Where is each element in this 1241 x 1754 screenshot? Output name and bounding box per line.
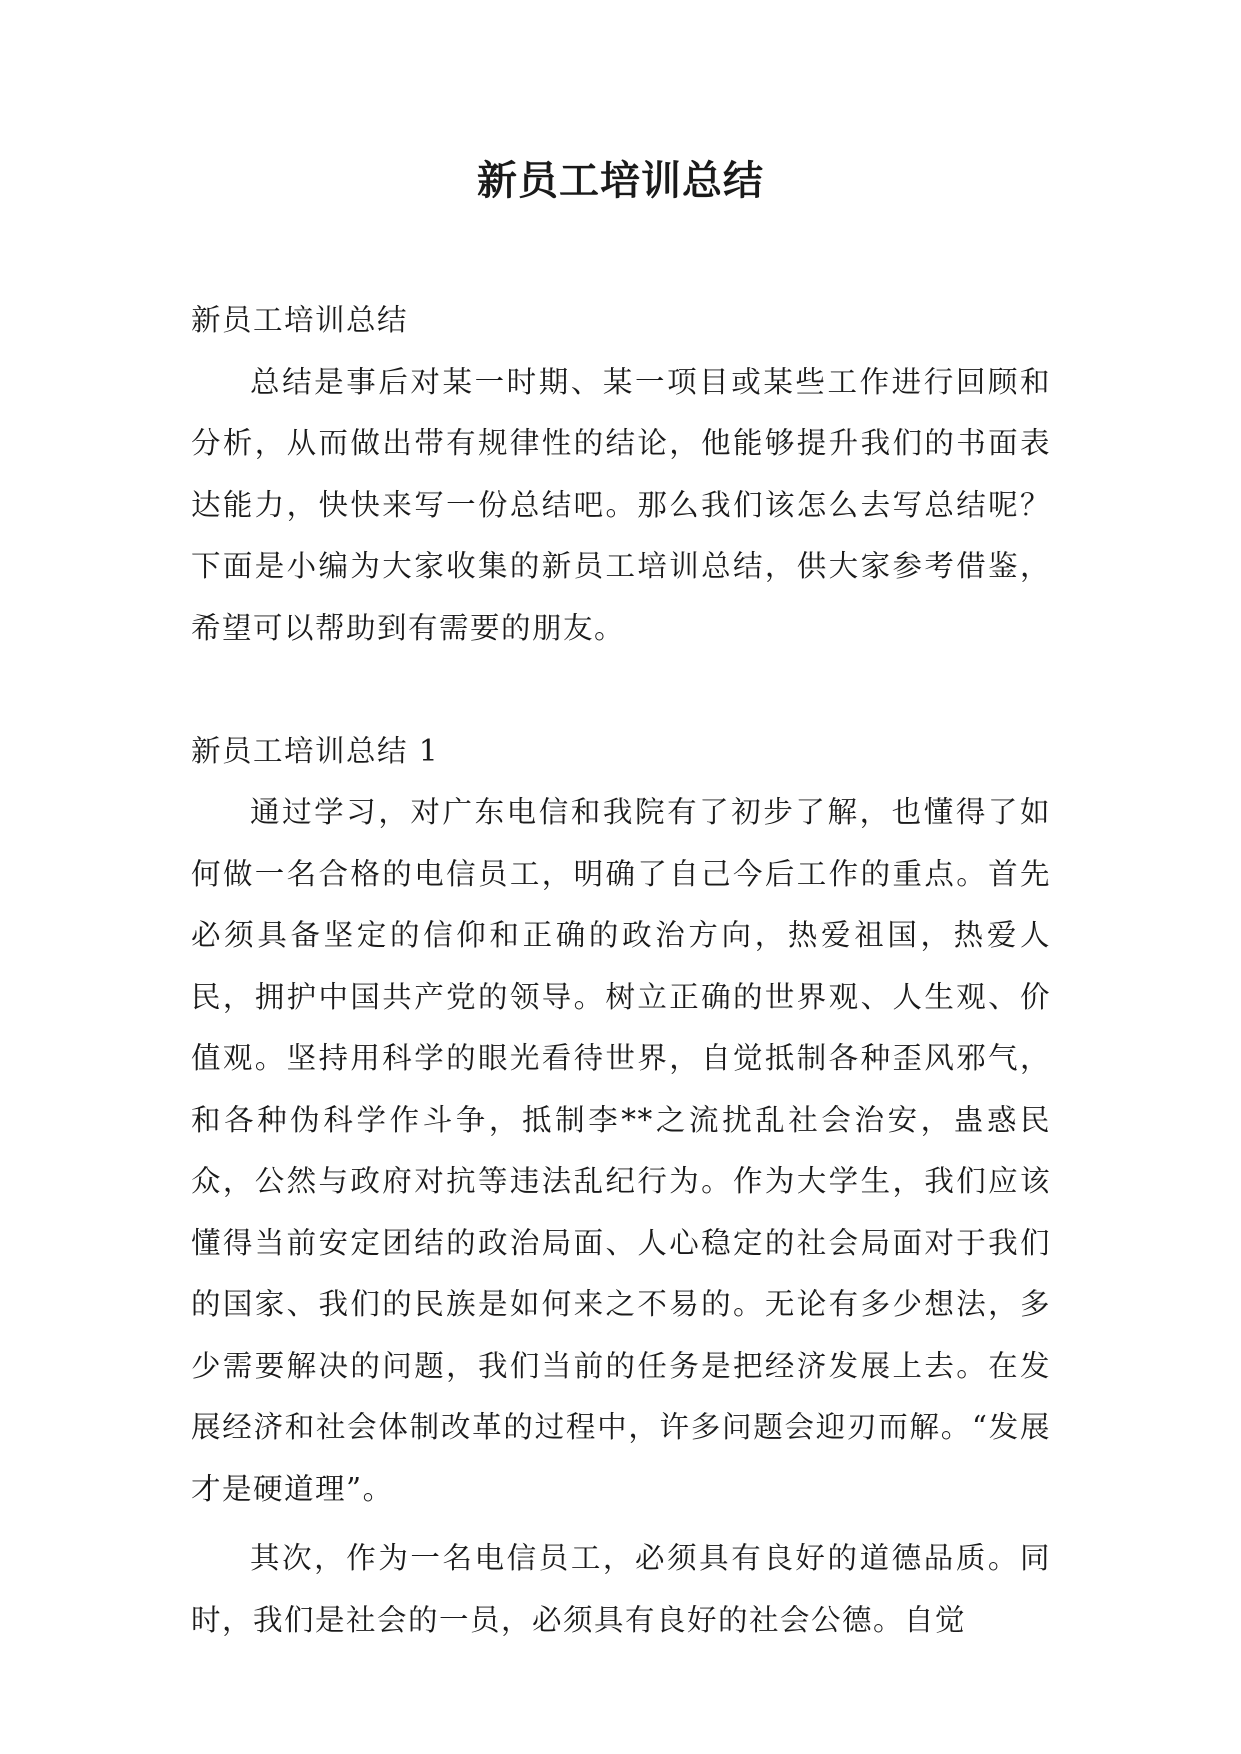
section1-paragraph-2: 其次，作为一名电信员工，必须具有良好的道德品质。同时，我们是社会的一员，必须具有良好的社会公德。自觉 xyxy=(191,1541,1051,1637)
paragraph-spacer xyxy=(191,1520,1051,1528)
section1-paragraph-1: 通过学习，对广东电信和我院有了初步了解，也懂得了如何做一名合格的电信员工，明确了自己今后工作的重点。首先必须具备坚定的信仰和正确的政治方向，热爱祖国，热爱人民，拥护中国共产党的领导。树立正确的世界观、人生观、价值观。坚持用科学的眼光看待世界，自觉抵制各种歪风邪气，和各种伪科学作斗争，抵制李**之流扰乱社会治安，蛊惑民众，公然与政府对抗等违法乱纪行为。作为大学生，我们应该懂得当前安定团结的政治局面、人心稳定的社会局面对于我们的国家、我们的民族是如何来之不易的。无论有多少想法，多少需要解决的问题，我们当前的任务是把经济发展上去。在发展经济和社会体制改革的过程中，许多问题会迎刃而解。“发展才是硬道理”。 xyxy=(191,795,1051,1506)
intro-paragraph: 总结是事后对某一时期、某一项目或某些工作进行回顾和分析，从而做出带有规律性的结论，他能够提升我们的书面表达能力，快快来写一份总结吧。那么我们该怎么去写总结呢？下面是小编为大家收集的新员工培训总结，供大家参考借鉴，希望可以帮助到有需要的朋友。 xyxy=(191,364,1051,645)
section-spacer xyxy=(191,659,1051,721)
document-title: 新员工培训总结 xyxy=(477,157,764,204)
section1-heading: 新员工培训总结 1 xyxy=(191,733,440,768)
intro-heading: 新员工培训总结 xyxy=(191,303,409,337)
document-body xyxy=(191,290,1051,1651)
